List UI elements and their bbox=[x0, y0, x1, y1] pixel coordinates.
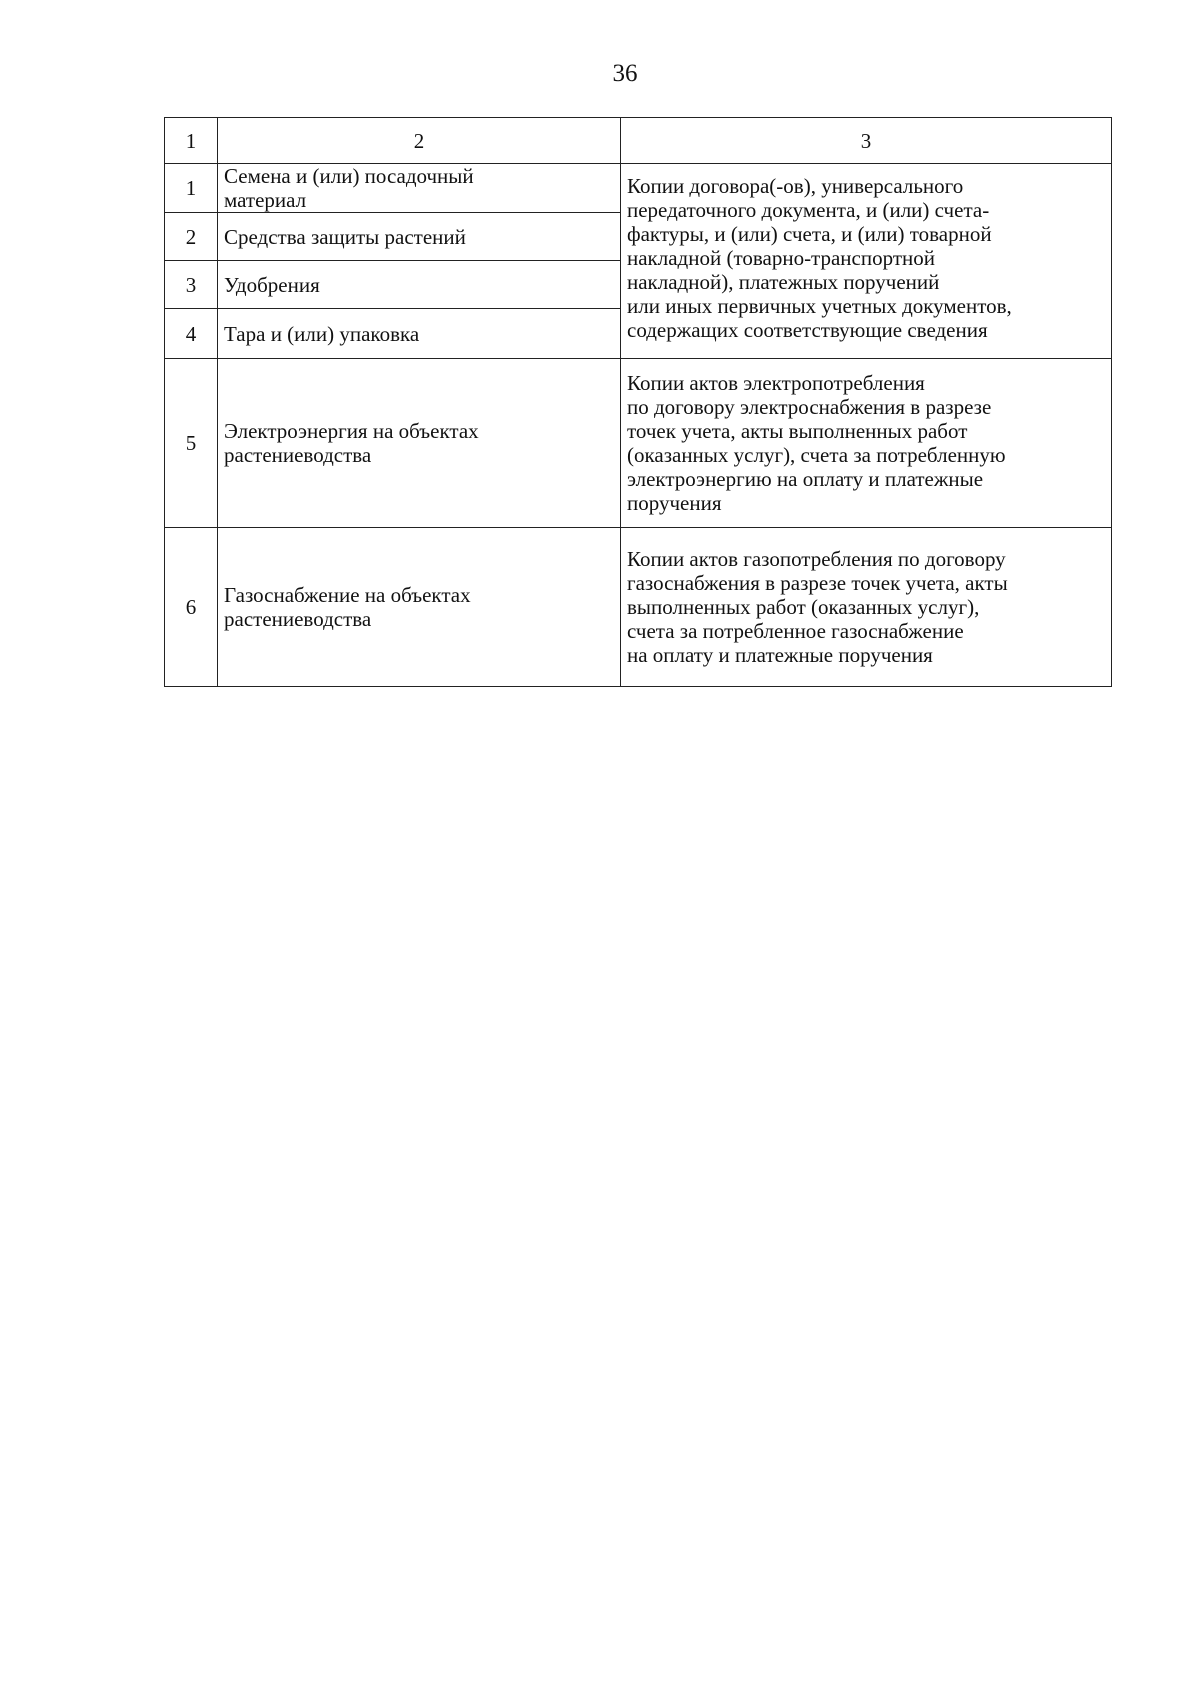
row-documents: Копии актов газопотребления по договору газоснабжения в разрезе точек учета, акты выполненных работ (оказанных услуг), счета за потребленное газоснабжение на оплату и платежные поручения bbox=[621, 528, 1112, 687]
row-number: 3 bbox=[165, 261, 218, 309]
table-header-row bbox=[165, 118, 1112, 164]
row-number: 4 bbox=[165, 309, 218, 359]
row-item: Газоснабжение на объектах растениеводства bbox=[218, 528, 621, 687]
row-item: Средства защиты растений bbox=[218, 213, 621, 261]
row-number: 5 bbox=[165, 359, 218, 528]
row-documents-merged: Копии договора(-ов), универсального передаточного документа, и (или) счета- фактуры, и (или) счета, и (или) товарной накладной (товарно-транспортной накладной), платежных поручений или иных первичных учетных документов, содержащих соответствующие сведения bbox=[621, 164, 1112, 359]
row-item: Тара и (или) упаковка bbox=[218, 309, 621, 359]
page-number: 36 bbox=[612, 60, 638, 87]
row-number: 6 bbox=[165, 528, 218, 687]
row-item: Удобрения bbox=[218, 261, 621, 309]
table-row bbox=[165, 359, 1112, 528]
row-item: Семена и (или) посадочный материал bbox=[218, 164, 621, 213]
header-col-1: 1 bbox=[165, 118, 218, 164]
header-col-3: 3 bbox=[621, 118, 1112, 164]
header-col-2: 2 bbox=[218, 118, 621, 164]
row-number: 1 bbox=[165, 164, 218, 213]
documents-table bbox=[164, 117, 1112, 687]
row-number: 2 bbox=[165, 213, 218, 261]
table-row bbox=[165, 164, 1112, 213]
row-item: Электроэнергия на объектах растениеводства bbox=[218, 359, 621, 528]
row-documents: Копии актов электропотребления по договору электроснабжения в разрезе точек учета, акты выполненных работ (оказанных услуг), счета за потребленную электроэнергию на оплату и платежные поручения bbox=[621, 359, 1112, 528]
table-row bbox=[165, 528, 1112, 687]
